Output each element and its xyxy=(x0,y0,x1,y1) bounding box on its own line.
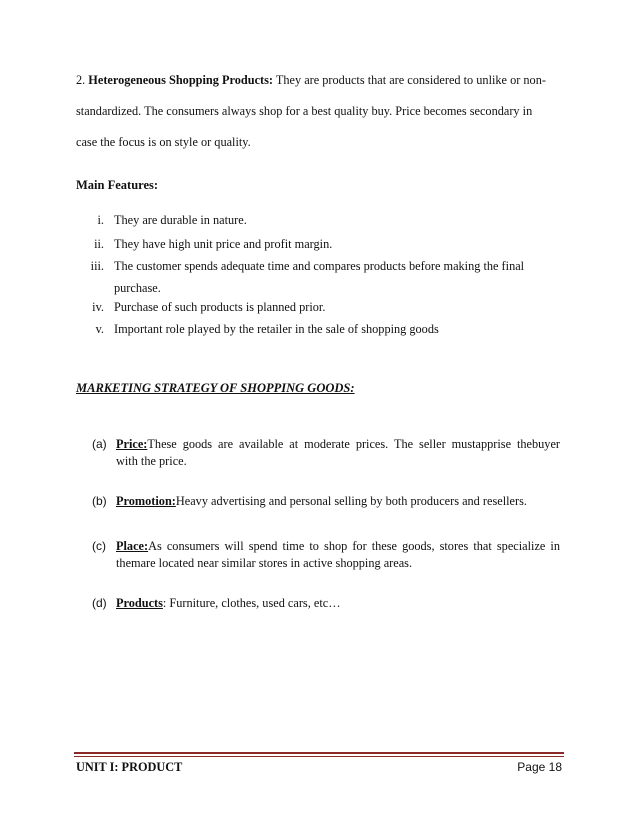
list-number: iv. xyxy=(92,300,104,314)
footer-rule-thick xyxy=(74,752,564,754)
footer-unit-title: UNIT I: PRODUCT xyxy=(76,760,183,774)
strategy-item-place xyxy=(92,538,562,574)
item-line-1 xyxy=(116,538,560,555)
item-text: As consumers will spend time to shop for these goods, stores that specialize in xyxy=(148,539,560,553)
item-text: These goods are available at moderate prices. The seller mustapprise thebuyer xyxy=(147,437,560,451)
item-line-2: themare located near similar stores in active shopping areas. xyxy=(116,556,413,570)
intro-line-1-text: They are products that are considered to unlike or non- xyxy=(273,73,546,87)
intro-line-2: standardized. The consumers always shop for a best quality buy. Price becomes secondary in xyxy=(76,104,533,118)
item-term: Promotion: xyxy=(116,494,176,508)
list-text: The customer spends adequate time and compares products before making the final xyxy=(114,259,525,273)
list-item xyxy=(76,256,562,296)
footer-rule-thin xyxy=(74,756,564,757)
footer-page-number: Page 18 xyxy=(517,760,562,774)
item-term: Place: xyxy=(116,539,149,553)
item-line-1 xyxy=(116,436,560,453)
list-item xyxy=(76,210,562,230)
strategy-item-promotion xyxy=(92,493,562,513)
item-label: (c) xyxy=(92,539,106,553)
list-item xyxy=(76,297,562,317)
intro-paragraph xyxy=(76,70,562,152)
list-text: Important role played by the retailer in the sale of shopping goods xyxy=(114,322,439,336)
list-text: They have high unit price and profit margin. xyxy=(114,237,333,251)
item-line-1 xyxy=(116,595,560,612)
item-term: Price: xyxy=(116,437,148,451)
intro-line-3: case the focus is on style or quality. xyxy=(76,135,251,149)
intro-line-1 xyxy=(76,70,562,90)
list-item xyxy=(76,234,562,254)
list-number: ii. xyxy=(94,237,104,251)
item-line-1 xyxy=(116,493,560,510)
intro-number: 2. xyxy=(76,73,89,87)
item-label: (d) xyxy=(92,596,107,610)
list-item xyxy=(76,319,562,339)
list-text-continued: purchase. xyxy=(114,281,161,295)
list-number: iii. xyxy=(90,259,104,273)
item-text: Heavy advertising and personal selling by both producers and resellers. xyxy=(175,494,527,508)
strategy-item-price xyxy=(92,436,562,472)
item-text: : Furniture, clothes, used cars, etc… xyxy=(162,596,341,610)
list-number: i. xyxy=(97,213,104,227)
marketing-strategy-heading: MARKETING STRATEGY OF SHOPPING GOODS: xyxy=(76,381,355,395)
item-label: (b) xyxy=(92,494,107,508)
item-label: (a) xyxy=(92,437,107,451)
list-number: v. xyxy=(95,322,104,336)
list-text: They are durable in nature. xyxy=(114,213,247,227)
item-line-2: with the price. xyxy=(116,454,187,468)
list-text: Purchase of such products is planned prior. xyxy=(114,300,326,314)
item-term: Products xyxy=(116,596,163,610)
intro-term: Heterogeneous Shopping Products: xyxy=(88,73,273,87)
main-features-heading: Main Features: xyxy=(76,178,159,192)
strategy-item-products xyxy=(92,595,562,615)
